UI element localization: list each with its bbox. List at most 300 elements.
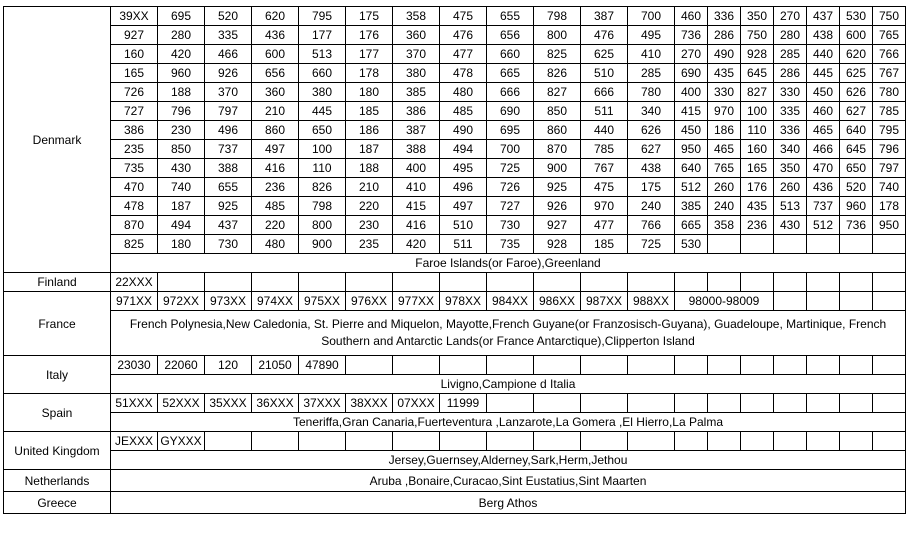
postal-code-cell: 797 [873,159,906,178]
postal-code-cell: 07XXX [393,394,440,413]
postal-code-cell: 970 [581,197,628,216]
postal-code-cell: 796 [873,140,906,159]
postal-code-cell: 927 [111,26,158,45]
postal-code-cell: 438 [628,159,675,178]
postal-code-cell [393,432,440,451]
postal-code-cell [205,432,252,451]
postal-code-cell: 465 [807,121,840,140]
postal-code-cell: 435 [741,197,774,216]
table-row [4,102,906,121]
postal-code-cell: 236 [741,216,774,235]
postal-code-cell: 736 [840,216,873,235]
postal-code-cell: 416 [252,159,299,178]
postal-code-cell: 655 [487,7,534,26]
postal-code-cell: 737 [205,140,252,159]
postal-code-cell: 420 [158,45,205,64]
postal-code-cell: 690 [675,64,708,83]
excluded-territories-cell: Aruba ,Bonaire,Curacao,Sint Eustatius,Sint Maarten [111,470,906,492]
excluded-territories-cell: Teneriffa,Gran Canaria,Fuerteventura ,Lanzarote,La Gomera ,El Hierro,La Palma [111,413,906,432]
table-row [4,356,906,375]
postal-code-cell [487,394,534,413]
postal-code-cell: 286 [774,64,807,83]
postal-code-cell [873,394,906,413]
postal-code-cell: 900 [534,159,581,178]
postal-code-cell [741,273,774,292]
postal-code-cell: 52XXX [158,394,205,413]
postal-code-cell: 23030 [111,356,158,375]
postal-code-cell: 494 [158,216,205,235]
table-row [4,216,906,235]
excluded-territories-cell: Jersey,Guernsey,Alderney,Sark,Herm,Jethou [111,451,906,470]
postal-code-cell: 285 [628,64,675,83]
country-label: France [4,292,111,356]
postal-code-cell: 340 [628,102,675,121]
postal-code-cell: 850 [534,102,581,121]
country-label: Italy [4,356,111,394]
postal-code-cell: 436 [807,178,840,197]
postal-code-cell: 750 [873,7,906,26]
postal-code-cell [440,432,487,451]
postal-code-cell: 960 [840,197,873,216]
table-row [4,121,906,140]
postal-code-cell: 220 [252,216,299,235]
postal-code-cell: 766 [628,216,675,235]
postal-code-cell: 988XX [628,292,675,311]
postal-code-cell: 827 [741,83,774,102]
postal-code-cell [440,356,487,375]
postal-code-cell: 100 [741,102,774,121]
postal-code-cell: 416 [393,216,440,235]
postal-code-cell [840,273,873,292]
postal-code-cell: 437 [807,7,840,26]
postal-code-cell: 445 [299,102,346,121]
table-row [4,254,906,273]
postal-code-cell: 750 [741,26,774,45]
postal-code-cell [840,235,873,254]
postal-code-cell: 627 [840,102,873,121]
postal-code-cell: 180 [158,235,205,254]
postal-code-cell: 495 [628,26,675,45]
postal-code-cell: 795 [873,121,906,140]
postal-code-cell: 415 [675,102,708,121]
postal-code-cell [487,432,534,451]
postal-code-cell: 440 [807,45,840,64]
postal-code-cell: 826 [534,64,581,83]
postal-code-cell: 926 [534,197,581,216]
postal-code-cell: 386 [393,102,440,121]
postal-code-cell: 387 [393,121,440,140]
postal-code-cell [393,356,440,375]
postal-code-cell [581,432,628,451]
empty-cell [807,292,840,311]
postal-code-cell: 230 [346,216,393,235]
postal-code-cell: 627 [628,140,675,159]
postal-code-cell: 512 [807,216,840,235]
postal-code-cell [534,394,581,413]
postal-code-cell: 800 [534,26,581,45]
postal-code-cell: 176 [741,178,774,197]
postal-code-cell: 736 [675,26,708,45]
postal-code-cell [299,432,346,451]
postal-code-cell: 485 [252,197,299,216]
postal-code-cell: 925 [534,178,581,197]
postal-code-cell: 188 [158,83,205,102]
postal-code-cell: 177 [346,45,393,64]
table-row [4,375,906,394]
postal-code-cell [741,356,774,375]
postal-code-cell: 530 [840,7,873,26]
postal-code-cell: 186 [346,121,393,140]
postal-code-cell: 765 [708,159,741,178]
postal-code-cell: 600 [252,45,299,64]
postal-code-range-cell: 98000-98009 [675,292,774,311]
postal-code-cell: 626 [840,83,873,102]
postal-code-cell: 110 [741,121,774,140]
postal-code-cell: 477 [440,45,487,64]
postal-code-cell: 870 [534,140,581,159]
postal-code-cell: 620 [840,45,873,64]
postal-code-cell: 660 [487,45,534,64]
postal-code-cell: 475 [581,178,628,197]
postal-code-cell: 438 [807,26,840,45]
postal-code-cell: 477 [581,216,628,235]
postal-code-cell [774,356,807,375]
postal-code-cell: 825 [111,235,158,254]
postal-code-cell: 110 [299,159,346,178]
postal-code-cell [628,394,675,413]
postal-code-cell [252,432,299,451]
postal-code-cell: 976XX [346,292,393,311]
postal-code-cell [741,394,774,413]
table-row [4,235,906,254]
empty-cell [774,292,807,311]
empty-cell [873,292,906,311]
postal-code-cell: 827 [534,83,581,102]
postal-code-cell [628,432,675,451]
postal-code-cell: 178 [873,197,906,216]
table-row [4,451,906,470]
postal-code-cell: 36XXX [252,394,299,413]
postal-code-cell: 860 [252,121,299,140]
postal-code-cell: 470 [111,178,158,197]
excluded-territories-cell: Faroe Islands(or Faroe),Greenland [111,254,906,273]
postal-code-cell [205,273,252,292]
table-row [4,292,906,311]
postal-code-cell: 730 [487,216,534,235]
postal-code-cell [873,432,906,451]
postal-code-cell: 160 [111,45,158,64]
postal-code-cell: 370 [393,45,440,64]
postal-code-cell: 430 [158,159,205,178]
postal-code-cell: 497 [252,140,299,159]
postal-code-cell: 270 [774,7,807,26]
postal-code-cell [252,273,299,292]
postal-code-cell: 655 [205,178,252,197]
postal-code-cell: 798 [534,7,581,26]
postal-code-cell: 496 [205,121,252,140]
postal-code-cell [487,273,534,292]
postal-code-cell: 350 [741,7,774,26]
postal-code-cell: 640 [840,121,873,140]
postal-code-cell: 178 [346,64,393,83]
postal-code-cell [840,356,873,375]
table-row [4,45,906,64]
postal-code-cell: 860 [534,121,581,140]
postal-code-cell: 185 [346,102,393,121]
postal-code-cell: 795 [299,7,346,26]
postal-code-cell: 925 [205,197,252,216]
postal-code-cell: 187 [346,140,393,159]
postal-code-cell: 740 [158,178,205,197]
postal-code-cell: 386 [111,121,158,140]
postal-code-cell: 35XXX [205,394,252,413]
postal-code-cell: 436 [252,26,299,45]
postal-code-cell: 21050 [252,356,299,375]
postal-code-cell: 798 [299,197,346,216]
postal-code-cell: 120 [205,356,252,375]
postal-code-cell: 928 [534,235,581,254]
postal-code-cell [487,356,534,375]
table-row [4,64,906,83]
postal-code-cell: 335 [774,102,807,121]
postal-code-cell: 260 [774,178,807,197]
postal-code-cell: 496 [440,178,487,197]
postal-code-cell: 360 [393,26,440,45]
postal-code-cell: 625 [840,64,873,83]
postal-code-cell: 380 [393,64,440,83]
postal-code-cell: 420 [393,235,440,254]
postal-code-cell: 460 [675,7,708,26]
postal-code-cell: 973XX [205,292,252,311]
postal-code-cell: 950 [873,216,906,235]
postal-code-cell: 335 [205,26,252,45]
table-row [4,197,906,216]
postal-code-cell: 625 [581,45,628,64]
postal-code-cell [346,273,393,292]
postal-code-cell: 330 [708,83,741,102]
postal-code-cell [774,394,807,413]
postal-code-cell: 900 [299,235,346,254]
postal-code-cell: 726 [487,178,534,197]
postal-code-cell: 490 [440,121,487,140]
postal-code-cell: 285 [774,45,807,64]
postal-code-cell: 530 [675,235,708,254]
postal-code-cell: 437 [205,216,252,235]
postal-code-cell [534,273,581,292]
postal-code-cell: 230 [158,121,205,140]
postal-code-cell: 665 [675,216,708,235]
postal-code-cell [158,273,205,292]
postal-code-cell: 986XX [534,292,581,311]
postal-code-cell: 476 [440,26,487,45]
postal-code-cell: 645 [741,64,774,83]
postal-code-cell: 972XX [158,292,205,311]
postal-code-cell: 870 [111,216,158,235]
postal-code-cell [581,394,628,413]
table-row [4,140,906,159]
postal-code-cell: 47890 [299,356,346,375]
excluded-territories-cell: Livigno,Campione d Italia [111,375,906,394]
country-label: Finland [4,273,111,292]
postal-code-cell: 235 [346,235,393,254]
postal-code-cell: 22XXX [111,273,158,292]
postal-code-cell: 336 [708,7,741,26]
table-row [4,273,906,292]
postal-code-cell [708,273,741,292]
postal-code-cell: 766 [873,45,906,64]
postal-code-cell: 490 [708,45,741,64]
postal-code-cell [628,273,675,292]
postal-code-cell: 666 [581,83,628,102]
postal-code-cell: 626 [628,121,675,140]
postal-code-cell: 987XX [581,292,628,311]
postal-code-cell: 188 [346,159,393,178]
postal-code-cell: 387 [581,7,628,26]
postal-code-cell: 650 [840,159,873,178]
postal-code-cell: 620 [252,7,299,26]
postal-code-cell [534,356,581,375]
postal-code-cell: 388 [205,159,252,178]
postal-code-cell: 240 [628,197,675,216]
postal-code-cell: 767 [873,64,906,83]
postal-code-cell: 435 [708,64,741,83]
postal-code-cell: 176 [346,26,393,45]
postal-code-cell: 185 [581,235,628,254]
postal-code-cell [708,432,741,451]
postal-code-cell: 160 [741,140,774,159]
postal-code-cell: 511 [440,235,487,254]
postal-code-cell: 700 [628,7,675,26]
postal-code-cell: 984XX [487,292,534,311]
postal-code-cell: 700 [487,140,534,159]
postal-code-cell [708,356,741,375]
postal-code-cell: 797 [205,102,252,121]
postal-code-cell: 512 [675,178,708,197]
postal-code-cell: 38XXX [346,394,393,413]
postal-code-cell: 175 [628,178,675,197]
table-row [4,7,906,26]
postal-code-cell: 358 [393,7,440,26]
postal-code-cell: 825 [534,45,581,64]
postal-code-cell: 785 [581,140,628,159]
postal-code-cell: 235 [111,140,158,159]
postal-code-cell: 510 [581,64,628,83]
postal-code-cell: 22060 [158,356,205,375]
postal-code-cell: 485 [440,102,487,121]
postal-code-cell: 665 [487,64,534,83]
postal-code-cell [873,235,906,254]
postal-code-cell: 466 [205,45,252,64]
postal-code-cell: 410 [393,178,440,197]
postal-code-cell: 415 [393,197,440,216]
postal-code-cell: 800 [299,216,346,235]
postal-code-cell: 928 [741,45,774,64]
postal-code-cell: 280 [774,26,807,45]
postal-code-cell [346,356,393,375]
postal-code-cell: 478 [440,64,487,83]
postal-code-cell: 513 [299,45,346,64]
postal-code-cell: 476 [581,26,628,45]
postal-code-cell: 210 [346,178,393,197]
postal-code-cell: 175 [346,7,393,26]
postal-code-cell [840,432,873,451]
postal-code-cell: 497 [440,197,487,216]
postal-code-cell: 727 [111,102,158,121]
postal-code-cell: 650 [299,121,346,140]
postal-code-cell [807,394,840,413]
postal-code-cell [440,273,487,292]
postal-code-cell: 735 [111,159,158,178]
postal-code-cell: 187 [158,197,205,216]
postal-code-cell: 695 [158,7,205,26]
country-label: Denmark [4,7,111,273]
postal-code-cell: 450 [675,121,708,140]
postal-code-cell: 186 [708,121,741,140]
postal-code-cell [708,394,741,413]
postal-code-cell: 475 [440,7,487,26]
postal-code-cell: 400 [393,159,440,178]
postal-code-cell: 445 [807,64,840,83]
postal-code-cell: 767 [581,159,628,178]
postal-code-cell [840,394,873,413]
postal-code-cell [774,273,807,292]
postal-code-cell: 666 [487,83,534,102]
postal-code-cell: 336 [774,121,807,140]
postal-code-cell: 220 [346,197,393,216]
postal-code-cell: 180 [346,83,393,102]
postal-code-cell: 440 [581,121,628,140]
postal-code-cell [774,235,807,254]
postal-code-cell: 450 [807,83,840,102]
postal-code-cell [741,235,774,254]
postal-code-cell: 727 [487,197,534,216]
postal-code-cell: 511 [581,102,628,121]
postal-code-cell [708,235,741,254]
postal-code-cell: 513 [774,197,807,216]
postal-code-cell: 380 [299,83,346,102]
postal-code-cell: 39XX [111,7,158,26]
postal-code-cell: 656 [252,64,299,83]
postal-code-cell: 330 [774,83,807,102]
country-label: Netherlands [4,470,111,492]
postal-code-cell [393,273,440,292]
postal-code-cell [675,394,708,413]
postal-code-cell [807,356,840,375]
table-row [4,83,906,102]
postal-code-cell [581,356,628,375]
postal-code-cell: 385 [675,197,708,216]
postal-code-cell: 100 [299,140,346,159]
table-row [4,311,906,356]
postal-code-cell [675,432,708,451]
excluded-territories-cell: French Polynesia,New Caledonia, St. Pierre and Miquelon, Mayotte,French Guyane(or Franzosisch-Guyana), Guadeloupe, Martinique, French Southern and Antarctic Lands(or France Antarctique),Clipperton Island [111,311,906,356]
postal-code-cell: 796 [158,102,205,121]
postal-code-cell: 270 [675,45,708,64]
postal-code-cell: 780 [628,83,675,102]
postal-code-cell: 960 [158,64,205,83]
postal-code-cell: 165 [741,159,774,178]
table-row [4,470,906,492]
postal-code-cell: 410 [628,45,675,64]
postal-code-cell: 660 [299,64,346,83]
postal-code-cell: 785 [873,102,906,121]
postal-code-cell: 350 [774,159,807,178]
postal-code-cell: 971XX [111,292,158,311]
postal-code-cell: 725 [628,235,675,254]
table-row [4,394,906,413]
postal-code-cell [741,432,774,451]
postal-code-cell: JEXXX [111,432,158,451]
